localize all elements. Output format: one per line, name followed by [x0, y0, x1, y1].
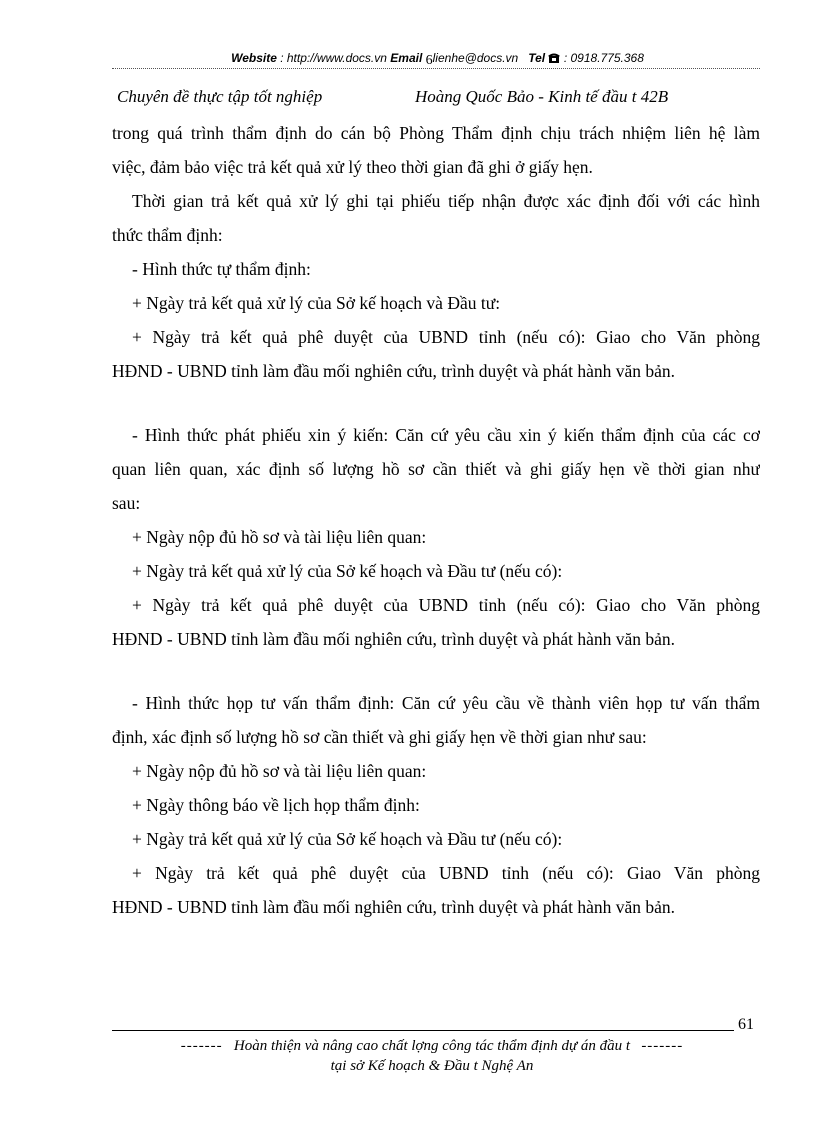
page-number: 61 [738, 1016, 754, 1033]
text-line: HĐND - UBND tỉnh làm đầu mối nghiên cứu, trình duyệt và phát hành văn bản. [112, 361, 676, 381]
website-url[interactable]: : http://www.docs.vn [280, 51, 387, 65]
email-value[interactable]: lienhe@docs.vn [432, 51, 519, 65]
paragraph-gap [112, 388, 760, 418]
footer-dashes-right: ------- [641, 1038, 684, 1054]
website-label: Website [231, 51, 277, 65]
running-head-right: Hoàng Quốc Bảo - Kinh tế đầu t 42B [415, 87, 669, 106]
header-divider [112, 68, 760, 69]
text-line: - Hình thức tự thẩm định: [132, 259, 311, 279]
tel-value: : 0918.775.368 [563, 51, 644, 65]
text-line: HĐND - UBND tỉnh làm đầu mối nghiên cứu, trình duyệt và phát hành văn bản. [112, 629, 676, 649]
text-line: + Ngày nộp đủ hồ sơ và tài liệu liên quan: [132, 527, 427, 547]
running-head-left: Chuyên đề thực tập tốt nghiệp [117, 87, 323, 106]
text-line: + Ngày trả kết quả phê duyệt của UBND tỉnh (nếu có): Giao cho Văn phòng [132, 595, 760, 615]
header-page-number: 6 [425, 53, 433, 68]
paragraph-gap [112, 656, 760, 686]
text-line: việc, đảm bảo việc trả kết quả xử lý theo thời gian đã ghi ở giấy hẹn. [112, 157, 593, 177]
text-line: + Ngày nộp đủ hồ sơ và tài liệu liên quan: [132, 761, 427, 781]
text-line: định, xác định số lượng hồ sơ cần thiết và ghi giấy hẹn về thời gian như sau: [112, 727, 647, 747]
footer-line-1 [112, 1036, 752, 1056]
website-header [115, 50, 760, 67]
text-line: quan liên quan, xác định số lượng hồ sơ cần thiết và ghi giấy hẹn về thời gian như [112, 459, 760, 479]
email-label: Email [390, 51, 423, 65]
text-line: + Ngày trả kết quả phê duyệt của UBND tỉnh (nếu có): Giao cho Văn phòng [132, 327, 760, 347]
text-line: + Ngày trả kết quả xử lý của Sở kế hoạch và Đầu tư (nếu có): [132, 561, 563, 581]
phone-icon [548, 52, 560, 63]
text-line: sau: [112, 493, 141, 513]
text-line: HĐND - UBND tỉnh làm đầu mối nghiên cứu, trình duyệt và phát hành văn bản. [112, 897, 676, 917]
footer-title-1: Hoàn thiện và nâng cao chất lợng công tác thẩm định dự án đầu t [233, 1038, 631, 1054]
tel-label: Tel [528, 51, 546, 65]
footer-dashes-left: ------- [180, 1038, 223, 1054]
text-line: - Hình thức họp tư vấn thẩm định: Căn cứ yêu cầu về thành viên họp tư vấn thẩm [132, 693, 760, 713]
page-footer [112, 1036, 752, 1076]
text-line: - Hình thức phát phiếu xin ý kiến: Căn cứ yêu cầu xin ý kiến thẩm định của các cơ [132, 425, 760, 445]
footer-title-2: tại sở Kế hoạch & Đầu t Nghệ An [330, 1058, 534, 1074]
text-line: + Ngày trả kết quả xử lý của Sở kế hoạch và Đầu tư (nếu có): [132, 829, 563, 849]
footer-divider [112, 1030, 734, 1031]
text-line: + Ngày trả kết quả xử lý của Sở kế hoạch và Đầu tư: [132, 293, 501, 313]
text-line: Thời gian trả kết quả xử lý ghi tại phiếu tiếp nhận được xác định đối với các hình [132, 191, 760, 211]
text-line: + Ngày trả kết quả phê duyệt của UBND tỉnh (nếu có): Giao Văn phòng [132, 863, 760, 883]
document-body [112, 116, 760, 924]
text-line: + Ngày thông báo về lịch họp thẩm định: [132, 795, 420, 815]
text-line: trong quá trình thẩm định do cán bộ Phòng Thẩm định chịu trách nhiệm liên hệ làm [112, 123, 760, 143]
text-line: thức thẩm định: [112, 225, 223, 245]
